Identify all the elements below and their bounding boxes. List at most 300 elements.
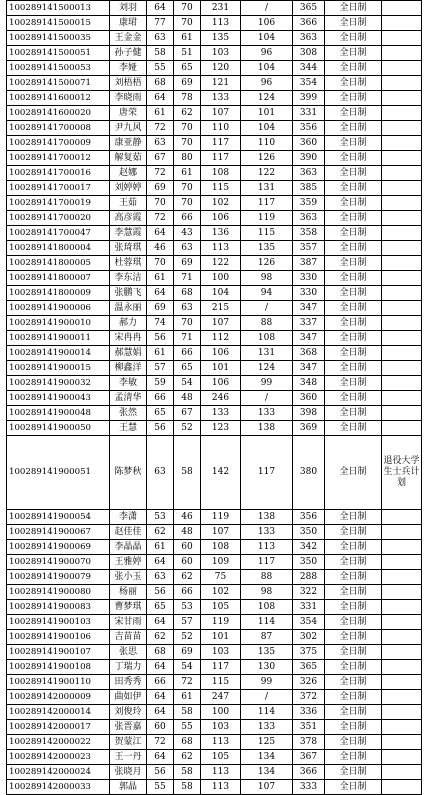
score1-cell: 66: [147, 675, 174, 690]
candidate-id-cell: 100289141500051: [7, 46, 110, 61]
name-cell: 刘俊玲: [110, 705, 147, 720]
name-cell: 李晓雨: [110, 91, 147, 106]
remark-cell: [382, 151, 422, 166]
table-row: [7, 615, 422, 630]
name-cell: 刘羽: [110, 1, 147, 16]
score1-cell: 72: [147, 211, 174, 226]
score2-cell: 62: [174, 106, 201, 121]
score3-cell: 231: [201, 1, 241, 16]
score3-cell: 121: [201, 76, 241, 91]
remark-cell: [382, 46, 422, 61]
study-mode-cell: 全日制: [325, 31, 382, 46]
score4-cell: 117: [241, 555, 293, 570]
score4-cell: 122: [241, 166, 293, 181]
study-mode-cell: 全日制: [325, 540, 382, 555]
total-score-cell: 363: [293, 31, 325, 46]
table-row: [7, 1, 422, 16]
score1-cell: 63: [147, 570, 174, 585]
total-score-cell: 387: [293, 256, 325, 271]
study-mode-cell: 全日制: [325, 765, 382, 780]
candidate-id-cell: 100289142000024: [7, 765, 110, 780]
total-score-cell: 367: [293, 750, 325, 765]
score1-cell: 69: [147, 301, 174, 316]
score3-cell: 117: [201, 136, 241, 151]
score4-cell: 138: [241, 510, 293, 525]
candidate-id-cell: 100289141700019: [7, 196, 110, 211]
study-mode-cell: 全日制: [325, 615, 382, 630]
study-mode-cell: 全日制: [325, 660, 382, 675]
name-cell: 康亚静: [110, 136, 147, 151]
score1-cell: 70: [147, 256, 174, 271]
total-score-cell: 366: [293, 16, 325, 31]
score2-cell: 58: [174, 436, 201, 510]
candidate-id-cell: 100289141900050: [7, 421, 110, 436]
candidate-id-cell: 100289141900054: [7, 510, 110, 525]
study-mode-cell: 全日制: [325, 301, 382, 316]
name-cell: 张琦琪: [110, 241, 147, 256]
table-row: [7, 540, 422, 555]
total-score-cell: 363: [293, 211, 325, 226]
study-mode-cell: 全日制: [325, 106, 382, 121]
candidate-id-cell: 100289142000022: [7, 735, 110, 750]
remark-cell: [382, 675, 422, 690]
score2-cell: 52: [174, 630, 201, 645]
score3-cell: 107: [201, 106, 241, 121]
score1-cell: 68: [147, 76, 174, 91]
candidate-id-cell: 100289141700020: [7, 211, 110, 226]
remark-cell: [382, 525, 422, 540]
score4-cell: 104: [241, 121, 293, 136]
score3-cell: 100: [201, 271, 241, 286]
name-cell: 高彦霞: [110, 211, 147, 226]
table-body: [7, 1, 422, 795]
score4-cell: 124: [241, 361, 293, 376]
candidate-id-cell: 100289141900048: [7, 406, 110, 421]
score3-cell: 135: [201, 31, 241, 46]
study-mode-cell: 全日制: [325, 286, 382, 301]
remark-cell: 退役大学生士兵计划: [382, 436, 422, 510]
name-cell: 李潇: [110, 510, 147, 525]
score3-cell: 105: [201, 750, 241, 765]
score3-cell: 104: [201, 286, 241, 301]
candidate-id-cell: 100289141600020: [7, 106, 110, 121]
score2-cell: 60: [174, 555, 201, 570]
score1-cell: 56: [147, 585, 174, 600]
remark-cell: [382, 735, 422, 750]
score4-cell: /: [241, 391, 293, 406]
total-score-cell: 348: [293, 376, 325, 391]
score3-cell: 106: [201, 376, 241, 391]
study-mode-cell: 全日制: [325, 346, 382, 361]
score1-cell: 59: [147, 376, 174, 391]
table-row: [7, 720, 422, 735]
score3-cell: 101: [201, 361, 241, 376]
remark-cell: [382, 555, 422, 570]
candidate-id-cell: 100289142000017: [7, 720, 110, 735]
table-row: [7, 630, 422, 645]
table-row: [7, 76, 422, 91]
score2-cell: 57: [174, 615, 201, 630]
study-mode-cell: 全日制: [325, 46, 382, 61]
score3-cell: 122: [201, 256, 241, 271]
remark-cell: [382, 645, 422, 660]
candidate-id-cell: 100289142000009: [7, 690, 110, 705]
table-row: [7, 421, 422, 436]
remark-cell: [382, 16, 422, 31]
study-mode-cell: 全日制: [325, 361, 382, 376]
score2-cell: 51: [174, 46, 201, 61]
table-row: [7, 376, 422, 391]
score3-cell: 103: [201, 645, 241, 660]
total-score-cell: 330: [293, 286, 325, 301]
total-score-cell: 360: [293, 391, 325, 406]
total-score-cell: 331: [293, 106, 325, 121]
candidate-id-cell: 100289141900106: [7, 630, 110, 645]
score3-cell: 117: [201, 151, 241, 166]
score1-cell: 64: [147, 91, 174, 106]
table-row: [7, 211, 422, 226]
candidate-id-cell: 100289141500035: [7, 31, 110, 46]
remark-cell: [382, 421, 422, 436]
study-mode-cell: 全日制: [325, 136, 382, 151]
score3-cell: 142: [201, 436, 241, 510]
total-score-cell: 399: [293, 91, 325, 106]
score1-cell: 64: [147, 615, 174, 630]
score1-cell: 55: [147, 61, 174, 76]
score4-cell: 101: [241, 106, 293, 121]
total-score-cell: 385: [293, 181, 325, 196]
study-mode-cell: 全日制: [325, 436, 382, 510]
score2-cell: 66: [174, 211, 201, 226]
score2-cell: 54: [174, 376, 201, 391]
name-cell: 郝力: [110, 316, 147, 331]
candidate-id-cell: 100289141900080: [7, 585, 110, 600]
name-cell: 康珺: [110, 16, 147, 31]
study-mode-cell: 全日制: [325, 600, 382, 615]
score2-cell: 68: [174, 286, 201, 301]
candidate-id-cell: 100289141900011: [7, 331, 110, 346]
name-cell: 郝慧娟: [110, 346, 147, 361]
score1-cell: 61: [147, 106, 174, 121]
table-row: [7, 151, 422, 166]
score1-cell: 55: [147, 780, 174, 795]
study-mode-cell: 全日制: [325, 406, 382, 421]
remark-cell: [382, 660, 422, 675]
score2-cell: 71: [174, 271, 201, 286]
score3-cell: 113: [201, 735, 241, 750]
study-mode-cell: 全日制: [325, 121, 382, 136]
study-mode-cell: 全日制: [325, 630, 382, 645]
remark-cell: [382, 226, 422, 241]
score4-cell: 113: [241, 540, 293, 555]
score3-cell: 215: [201, 301, 241, 316]
total-score-cell: 342: [293, 540, 325, 555]
score3-cell: 101: [201, 630, 241, 645]
score3-cell: 102: [201, 196, 241, 211]
study-mode-cell: 全日制: [325, 151, 382, 166]
name-cell: 刘梧梧: [110, 76, 147, 91]
remark-cell: [382, 750, 422, 765]
name-cell: 张然: [110, 406, 147, 421]
name-cell: 王一丹: [110, 750, 147, 765]
score2-cell: 62: [174, 750, 201, 765]
candidate-id-cell: 100289141900103: [7, 615, 110, 630]
table-row: [7, 181, 422, 196]
total-score-cell: 350: [293, 525, 325, 540]
table-row: [7, 765, 422, 780]
name-cell: 田秀秀: [110, 675, 147, 690]
score2-cell: 70: [174, 121, 201, 136]
table-row: [7, 555, 422, 570]
remark-cell: [382, 316, 422, 331]
candidate-id-cell: 100289141900014: [7, 346, 110, 361]
name-cell: 刘婷婷: [110, 181, 147, 196]
score2-cell: 54: [174, 660, 201, 675]
name-cell: 尹九风: [110, 121, 147, 136]
total-score-cell: 365: [293, 1, 325, 16]
total-score-cell: 347: [293, 301, 325, 316]
remark-cell: [382, 391, 422, 406]
name-cell: 孙子健: [110, 46, 147, 61]
remark-cell: [382, 211, 422, 226]
study-mode-cell: 全日制: [325, 226, 382, 241]
remark-cell: [382, 286, 422, 301]
table-row: [7, 645, 422, 660]
name-cell: 贺蒙江: [110, 735, 147, 750]
score3-cell: 113: [201, 765, 241, 780]
name-cell: 柳鑫洋: [110, 361, 147, 376]
name-cell: 李娅: [110, 61, 147, 76]
score2-cell: 61: [174, 31, 201, 46]
score3-cell: 119: [201, 615, 241, 630]
candidate-id-cell: 100289141900067: [7, 525, 110, 540]
table-row: [7, 121, 422, 136]
score1-cell: 64: [147, 226, 174, 241]
remark-cell: [382, 600, 422, 615]
score4-cell: 133: [241, 720, 293, 735]
score2-cell: 70: [174, 1, 201, 16]
remark-cell: [382, 31, 422, 46]
total-score-cell: 351: [293, 720, 325, 735]
table-row: [7, 570, 422, 585]
candidate-id-cell: 100289141500013: [7, 1, 110, 16]
name-cell: 李东洁: [110, 271, 147, 286]
remark-cell: [382, 765, 422, 780]
score4-cell: 107: [241, 780, 293, 795]
score2-cell: 60: [174, 540, 201, 555]
total-score-cell: 288: [293, 570, 325, 585]
total-score-cell: 308: [293, 46, 325, 61]
name-cell: 解复茹: [110, 151, 147, 166]
score2-cell: 63: [174, 241, 201, 256]
remark-cell: [382, 346, 422, 361]
score3-cell: 108: [201, 540, 241, 555]
candidate-id-cell: 100289141800005: [7, 256, 110, 271]
table-row: [7, 316, 422, 331]
table-row: [7, 46, 422, 61]
study-mode-cell: 全日制: [325, 1, 382, 16]
study-mode-cell: 全日制: [325, 196, 382, 211]
candidate-id-cell: 100289142000023: [7, 750, 110, 765]
score4-cell: /: [241, 301, 293, 316]
score2-cell: 70: [174, 136, 201, 151]
score2-cell: 70: [174, 181, 201, 196]
total-score-cell: 336: [293, 705, 325, 720]
score2-cell: 53: [174, 600, 201, 615]
remark-cell: [382, 61, 422, 76]
score4-cell: 110: [241, 136, 293, 151]
score3-cell: 108: [201, 166, 241, 181]
score4-cell: 96: [241, 76, 293, 91]
total-score-cell: 390: [293, 151, 325, 166]
study-mode-cell: 全日制: [325, 645, 382, 660]
score2-cell: 70: [174, 316, 201, 331]
remark-cell: [382, 271, 422, 286]
score1-cell: 64: [147, 750, 174, 765]
score2-cell: 61: [174, 690, 201, 705]
table-row: [7, 271, 422, 286]
score3-cell: 103: [201, 720, 241, 735]
remark-cell: [382, 361, 422, 376]
score2-cell: 69: [174, 256, 201, 271]
remark-cell: [382, 570, 422, 585]
candidate-id-cell: 100289141900043: [7, 391, 110, 406]
candidate-id-cell: 100289141500015: [7, 16, 110, 31]
candidate-id-cell: 100289141700047: [7, 226, 110, 241]
total-score-cell: 366: [293, 765, 325, 780]
table-row: [7, 780, 422, 795]
candidate-id-cell: 100289141900010: [7, 316, 110, 331]
name-cell: 温永丽: [110, 301, 147, 316]
name-cell: 赵佳佳: [110, 525, 147, 540]
name-cell: 张思: [110, 645, 147, 660]
score3-cell: 103: [201, 46, 241, 61]
name-cell: 李慧霞: [110, 226, 147, 241]
total-score-cell: 359: [293, 196, 325, 211]
score1-cell: 56: [147, 765, 174, 780]
score1-cell: 65: [147, 406, 174, 421]
total-score-cell: 347: [293, 331, 325, 346]
total-score-cell: 372: [293, 690, 325, 705]
score2-cell: 70: [174, 16, 201, 31]
name-cell: 李晶晶: [110, 540, 147, 555]
name-cell: 王金金: [110, 31, 147, 46]
score2-cell: 46: [174, 510, 201, 525]
candidate-id-cell: 100289141600012: [7, 91, 110, 106]
score3-cell: 115: [201, 675, 241, 690]
study-mode-cell: 全日制: [325, 570, 382, 585]
study-mode-cell: 全日制: [325, 316, 382, 331]
remark-cell: [382, 540, 422, 555]
score4-cell: 108: [241, 331, 293, 346]
study-mode-cell: 全日制: [325, 675, 382, 690]
name-cell: 陈梦秋: [110, 436, 147, 510]
score4-cell: 134: [241, 765, 293, 780]
remark-cell: [382, 241, 422, 256]
score2-cell: 80: [174, 151, 201, 166]
score1-cell: 64: [147, 660, 174, 675]
name-cell: 曹梦琪: [110, 600, 147, 615]
study-mode-cell: 全日制: [325, 780, 382, 795]
candidate-id-cell: 100289141900079: [7, 570, 110, 585]
score3-cell: 133: [201, 406, 241, 421]
score4-cell: 98: [241, 585, 293, 600]
table-row: [7, 346, 422, 361]
remark-cell: [382, 690, 422, 705]
score1-cell: 63: [147, 436, 174, 510]
table-row: [7, 136, 422, 151]
total-score-cell: 302: [293, 630, 325, 645]
score2-cell: 67: [174, 406, 201, 421]
name-cell: 王雅婷: [110, 555, 147, 570]
remark-cell: [382, 615, 422, 630]
total-score-cell: 363: [293, 166, 325, 181]
score4-cell: 134: [241, 750, 293, 765]
score3-cell: 109: [201, 555, 241, 570]
table-row: [7, 660, 422, 675]
score1-cell: 61: [147, 271, 174, 286]
score4-cell: 88: [241, 570, 293, 585]
score2-cell: 62: [174, 570, 201, 585]
total-score-cell: 380: [293, 436, 325, 510]
score3-cell: 117: [201, 660, 241, 675]
study-mode-cell: 全日制: [325, 690, 382, 705]
total-score-cell: 358: [293, 226, 325, 241]
table-row: [7, 436, 422, 510]
score2-cell: 65: [174, 361, 201, 376]
candidate-id-cell: 100289141900070: [7, 555, 110, 570]
table-row: [7, 675, 422, 690]
score1-cell: 60: [147, 720, 174, 735]
score3-cell: 120: [201, 61, 241, 76]
table-row: [7, 690, 422, 705]
table-row: [7, 600, 422, 615]
score2-cell: 43: [174, 226, 201, 241]
remark-cell: [382, 705, 422, 720]
score2-cell: 71: [174, 331, 201, 346]
score4-cell: 126: [241, 151, 293, 166]
study-mode-cell: 全日制: [325, 271, 382, 286]
name-cell: 李敏: [110, 376, 147, 391]
total-score-cell: 375: [293, 645, 325, 660]
score3-cell: 119: [201, 510, 241, 525]
score1-cell: 68: [147, 645, 174, 660]
study-mode-cell: 全日制: [325, 61, 382, 76]
remark-cell: [382, 76, 422, 91]
score4-cell: 133: [241, 525, 293, 540]
table-row: [7, 166, 422, 181]
study-mode-cell: 全日制: [325, 211, 382, 226]
candidate-id-cell: 100289141800007: [7, 271, 110, 286]
candidate-id-cell: 100289141700017: [7, 181, 110, 196]
candidate-id-cell: 100289142000014: [7, 705, 110, 720]
table-row: [7, 750, 422, 765]
remark-cell: [382, 376, 422, 391]
table-row: [7, 331, 422, 346]
table-row: [7, 705, 422, 720]
score4-cell: 119: [241, 211, 293, 226]
name-cell: 唐荣: [110, 106, 147, 121]
score3-cell: 123: [201, 421, 241, 436]
score3-cell: 102: [201, 585, 241, 600]
total-score-cell: 326: [293, 675, 325, 690]
remark-cell: [382, 510, 422, 525]
name-cell: 张鹏飞: [110, 286, 147, 301]
study-mode-cell: 全日制: [325, 16, 382, 31]
table-row: [7, 510, 422, 525]
score4-cell: 99: [241, 675, 293, 690]
total-score-cell: 350: [293, 555, 325, 570]
